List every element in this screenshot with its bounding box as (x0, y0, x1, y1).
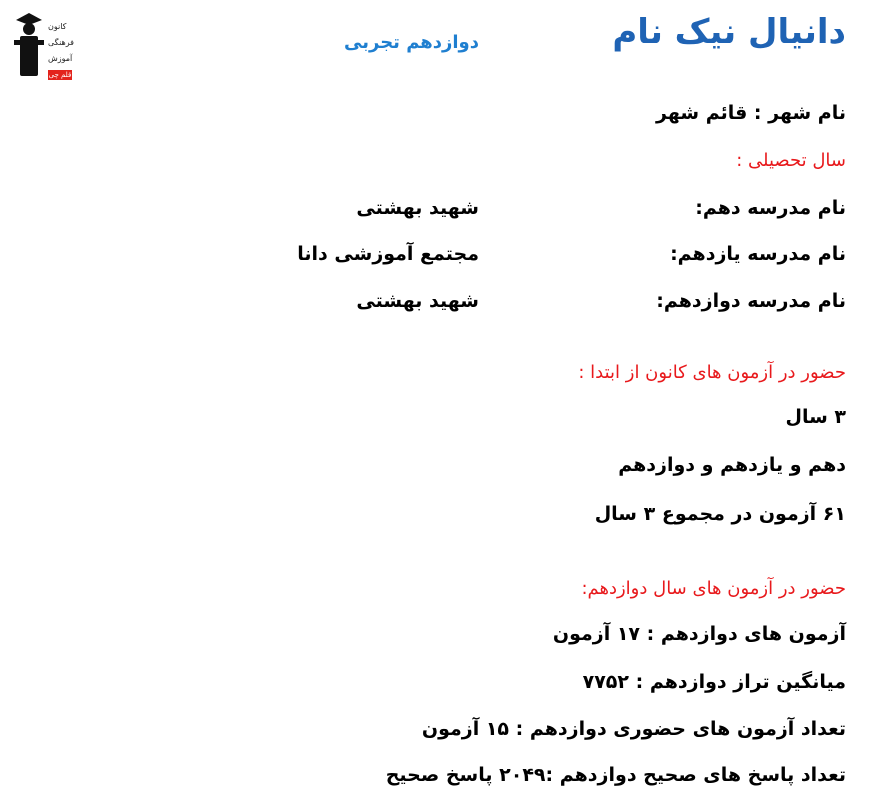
correct-answers-line: تعداد پاسخ های صحیح دوازدهم :۲۰۴۹ پاسخ صحیح (385, 764, 846, 786)
academic-year-label: سال تحصیلی : (736, 150, 846, 171)
grade-label: دوازدهم تجربی (344, 32, 479, 53)
city-line: نام شهر : قائم شهر (656, 102, 846, 124)
attended-exams-line: تعداد آزمون های حضوری دوازدهم : ۱۵ آزمون (421, 718, 846, 740)
logo-line-3: آموزش (48, 54, 73, 63)
school-11-value: مجتمع آموزشی دانا (297, 243, 479, 265)
attendance-exams: ۶۱ آزمون در مجموع ۳ سال (594, 503, 846, 525)
school-10-label: نام مدرسه دهم: (695, 197, 846, 219)
school-12-label: نام مدرسه دوازدهم: (656, 290, 846, 312)
school-10-value: شهید بهشتی (356, 197, 479, 219)
logo-badge: قلم چی (48, 71, 72, 79)
school-12-value: شهید بهشتی (356, 290, 479, 312)
attendance-years: ۳ سال (785, 406, 846, 428)
logo-line-2: فرهنگی (48, 38, 74, 47)
graduate-figure-icon (12, 10, 46, 80)
attendance-12-heading: حضور در آزمون های سال دوازدهم: (581, 578, 846, 599)
avg-score-line: میانگین تراز دوازدهم : ۷۷۵۲ (582, 671, 846, 693)
school-11-label: نام مدرسه یازدهم: (670, 243, 846, 265)
kanoon-logo (10, 8, 74, 84)
logo-line-1: کانون (48, 22, 67, 31)
student-name: دانیال نیک نام (612, 12, 846, 52)
attendance-grades: دهم و یازدهم و دوازدهم (618, 454, 846, 476)
attendance-total-heading: حضور در آزمون های کانون از ابتدا : (578, 362, 846, 383)
exams-12-line: آزمون های دوازدهم : ۱۷ آزمون (552, 623, 846, 645)
